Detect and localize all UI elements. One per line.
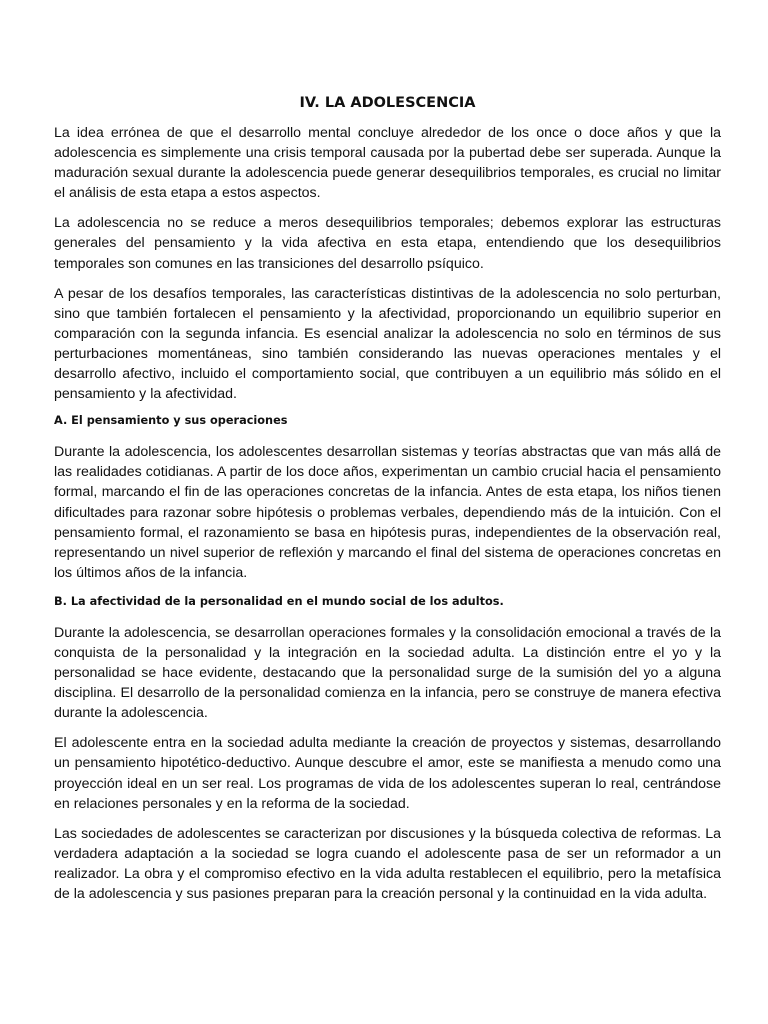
intro-paragraph-1: La idea errónea de que el desarrollo mental concluye alrededor de los once o doce años y que la adolescencia es simplemente una crisis temporal causada por la pubertad debe ser superada. Aunque la maduración sexual durante la adolescencia puede generar desequilibrios temporales, es crucial no limitar el análisis de esta etapa a estos aspectos. bbox=[54, 125, 721, 202]
document-page bbox=[54, 93, 721, 914]
section-b-paragraph-1: Durante la adolescencia, se desarrollan operaciones formales y la consolidación emocional a través de la conquista de la personalidad y la integración en la sociedad adulta. La distinción entre el yo y la personalidad se hace evidente, destacando que la personalidad surge de la sumisión del yo a alguna disciplina. El desarrollo de la personalidad comienza en la infancia, pero se construye de manera efectiva durante la adolescencia. bbox=[54, 624, 721, 722]
section-b-heading: B. La afectividad de la personalidad en el mundo social de los adultos. bbox=[54, 594, 504, 608]
section-b-paragraph-3: Las sociedades de adolescentes se caracterizan por discusiones y la búsqueda colectiva de reformas. La verdadera adaptación a la sociedad se logra cuando el adolescente pasa de ser un reformador a un realizador. La obra y el compromiso efectivo en la vida adulta restablecen el equilibrio, pero la metafísica de la adolescencia y sus pasiones preparan para la creación personal y la continuidad en la vida adulta. bbox=[54, 825, 721, 902]
document-title: IV. LA ADOLESCENCIA bbox=[299, 95, 476, 111]
section-b-paragraph-2: El adolescente entra en la sociedad adulta mediante la creación de proyectos y sistemas, desarrollando un pensamiento hipotético-deductivo. Aunque descubre el amor, este se manifiesta a menudo como una proyección ideal en un ser real. Los programas de vida de los adolescentes superan lo real, centrándose en relaciones personales y en la reforma de la sociedad. bbox=[54, 735, 721, 812]
section-a-paragraph-1: Durante la adolescencia, los adolescentes desarrollan sistemas y teorías abstractas que van más allá de las realidades cotidianas. A partir de los doce años, experimentan un cambio crucial hacia el pensamiento formal, marcando el fin de las operaciones concretas de la infancia. Antes de esta etapa, los niños tienen dificultades para razonar sobre hipótesis o problemas verbales, dependiendo más de la intuición. Con el pensamiento formal, el razonamiento se basa en hipótesis puras, independientes de la observación real, representando un nivel superior de reflexión y marcando el final del sistema de operaciones concretas en los últimos años de la infancia. bbox=[54, 444, 721, 581]
section-a-heading: A. El pensamiento y sus operaciones bbox=[54, 414, 288, 428]
intro-paragraph-2: La adolescencia no se reduce a meros desequilibrios temporales; debemos explorar las estructuras generales del pensamiento y la vida afectiva en esta etapa, entendiendo que los desequilibrios temporales son comunes en las transiciones del desarrollo psíquico. bbox=[54, 215, 721, 272]
intro-paragraph-3: A pesar de los desafíos temporales, las características distintivas de la adolescencia no solo perturban, sino que también fortalecen el pensamiento y la afectividad, proporcionando un equilibrio superior en comparación con la segunda infancia. Es esencial analizar la adolescencia no solo en términos de sus perturbaciones momentáneas, sino también considerando las nuevas operaciones mentales y el desarrollo afectivo, incluido el comportamiento social, que contribuyen a un equilibrio más sólido en el pensamiento y la afectividad. bbox=[54, 285, 721, 403]
